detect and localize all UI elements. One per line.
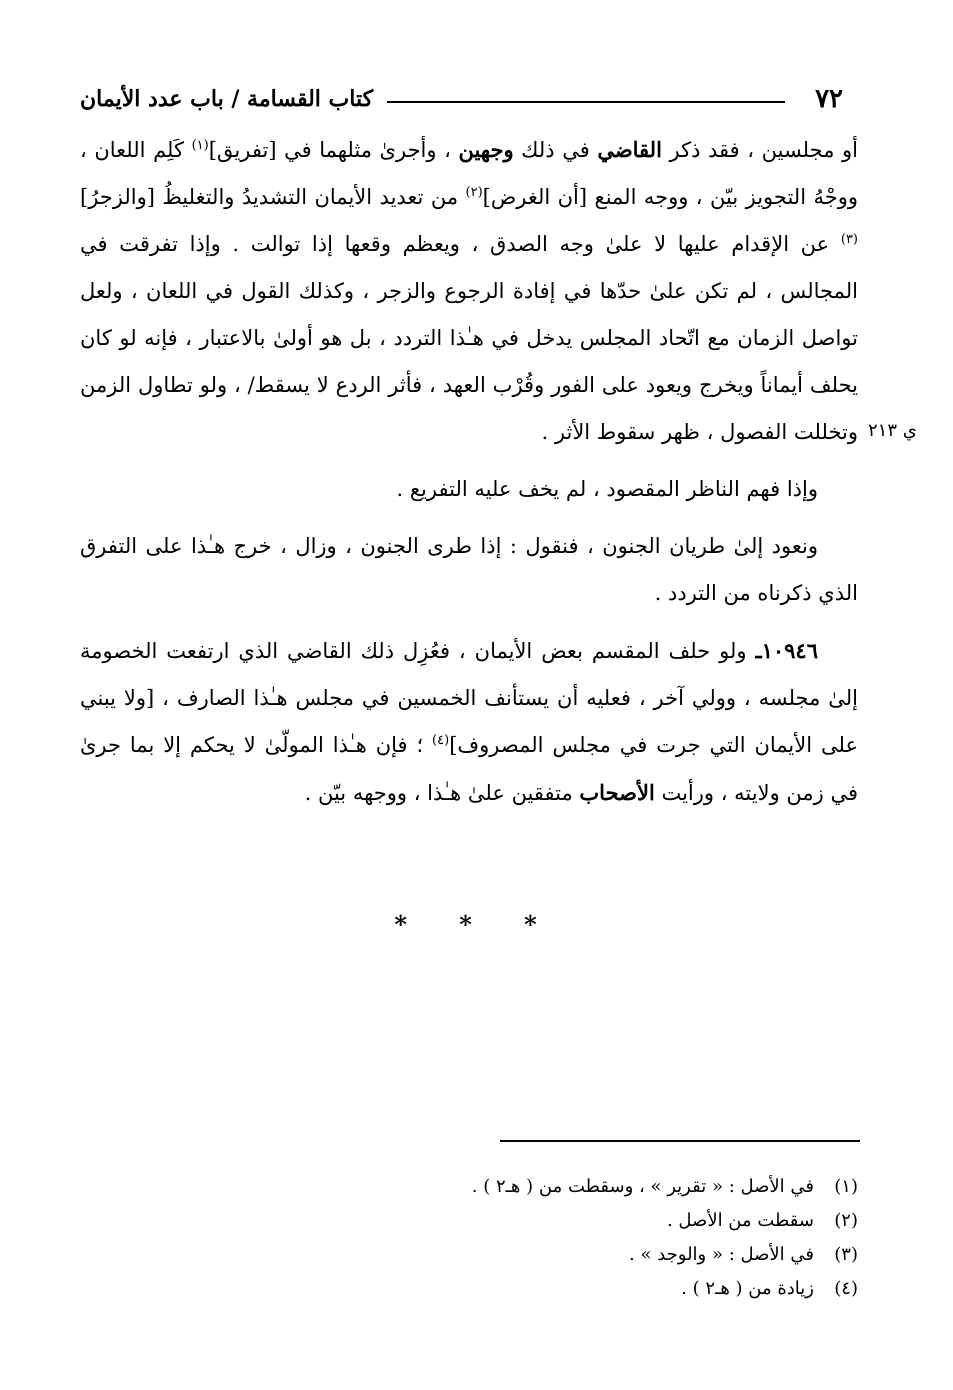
footnotes xyxy=(338,1170,858,1306)
paragraph-2: وإذا فهم الناظر المقصود ، لم يخف عليه التفريع . xyxy=(396,477,818,501)
main-text xyxy=(80,126,858,817)
paragraph-4 xyxy=(80,627,858,817)
text-run: عن الإقدام عليها لا علىٰ وجه الصدق ، ويعظم وقعها إذا توالت . وإذا تفرقت في المجالس ، لم تكن علىٰ حدّها في إفادة الرجوع والزجر ، وكذلك القول في اللعان ، ولعل تواصل الزمان مع اتّحاد المجلس يدخل في هـٰذا التردد ، بل هو أولىٰ بالاعتبار ، فإنه لو كان يحلف أيماناً ويخرج ويعود على الفور وقُرْب العهد ، فأثر الردع لا يسقط/ ، ولو تطاول الزمن وتخللت الفصول ، ظهر سقوط الأثر . xyxy=(80,232,858,444)
footnote-rule xyxy=(500,1140,860,1142)
page-header xyxy=(80,82,843,116)
text-run: ولو حلف المقسم بعض الأيمان ، فعُزِل ذلك القاضي الذي ارتفعت الخصومة إلىٰ مجلسه ، وولي آخر ، فعليه أن يستأنف الخمسين في مجلس هـٰذا الصارف ، [ولا يبني على الأيمان التي جرت في مجلس المصروف] xyxy=(80,639,858,757)
footnote-item xyxy=(338,1272,858,1306)
page-number: ٧٢ xyxy=(815,84,843,114)
text-run: ؛ فإن هـٰذا المولّىٰ لا يحكم إلا بما جرىٰ في زمن ولايته ، ورأيت xyxy=(80,733,858,805)
running-title: كتاب القسامة / باب عدد الأيمان xyxy=(80,86,374,112)
text-run: متفقين علىٰ هـٰذا ، ووجهه بيّن . xyxy=(304,781,580,805)
section-divider-stars: * * * xyxy=(394,910,559,939)
text-run: ، وأجرىٰ مثلهما في [تفريق] xyxy=(208,138,459,162)
footnote-number: (٣) xyxy=(834,1244,858,1265)
footnote-text: في الأصل : « تقرير » ، وسقطت من ( هـ٢ ) . xyxy=(471,1176,814,1197)
bold-term: الأصحاب xyxy=(579,780,655,805)
text-run: كَلِم اللعان ، ووجْهُ التجويز بيّن ، ووجه المنع [أن الغرض] xyxy=(80,138,858,209)
text-run: من تعديد الأيمان التشديدُ والتغليظُ [والزجرُ] xyxy=(80,185,466,209)
text-run: في ذلك xyxy=(513,138,598,162)
footnote-text: في الأصل : « والوجد » . xyxy=(629,1244,814,1265)
margin-note: ي ٢١٣ xyxy=(868,420,917,441)
footnote-text: زيادة من ( هـ٢ ) . xyxy=(681,1278,814,1299)
text-run: أو مجلسين ، فقد ذكر xyxy=(661,138,858,162)
header-rule xyxy=(387,101,785,103)
footnote-item xyxy=(338,1204,858,1238)
bold-term: القاضي xyxy=(597,137,662,162)
footnote-item xyxy=(338,1238,858,1272)
footnote-number: (٤) xyxy=(834,1278,858,1299)
footnote-number: (٢) xyxy=(834,1210,858,1231)
footnote-item xyxy=(338,1170,858,1204)
paragraph-3: ونعود إلىٰ طريان الجنون ، فنقول : إذا طرى الجنون ، وزال ، خرج هـٰذا على التفرق الذي ذكرناه من التردد . xyxy=(80,534,858,605)
paragraph-1 xyxy=(80,126,858,456)
footnote-marker: (٤) xyxy=(432,733,450,748)
footnote-text: سقطت من الأصل . xyxy=(666,1210,814,1231)
footnote-marker: (١) xyxy=(191,138,209,153)
section-number: ١٠٩٤٦ـ xyxy=(755,638,818,663)
footnote-marker: (٢) xyxy=(465,185,483,200)
footnote-marker: (٣) xyxy=(840,232,858,247)
bold-term: وجهين xyxy=(458,137,514,162)
footnote-number: (١) xyxy=(834,1176,858,1197)
